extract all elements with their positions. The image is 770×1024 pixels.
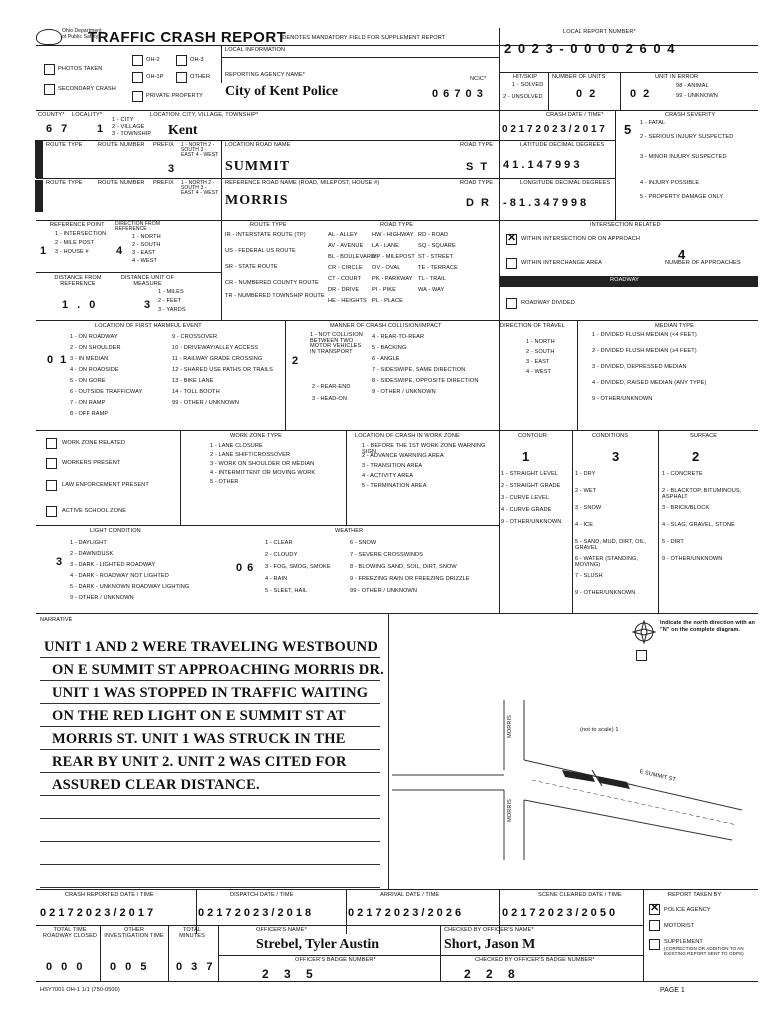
median-opt-1: 1 - DIVIDED FLUSH MEDIAN (<4 FEET)	[592, 332, 697, 338]
harmful-event-value: 0 1	[47, 354, 69, 366]
ncic-value: 0 6 7 0 3	[432, 88, 484, 100]
north-indicator-icon	[632, 620, 652, 640]
conditions-opt-6: 6 - WATER (STANDING, MOVING)	[575, 556, 639, 568]
loc-prefix-value: 3	[168, 163, 178, 175]
school-zone-label: ACTIVE SCHOOL ZONE	[62, 508, 127, 514]
manner-opt-b-1: 4 - REAR-TO-REAR	[372, 334, 425, 340]
route-type-ir: IR - INTERSTATE ROUTE (TP)	[225, 232, 306, 238]
narrative-line-6: REAR BY UNIT 2. UNIT 2 WAS CITED FOR	[52, 754, 347, 770]
location-side-tab	[35, 140, 43, 178]
conditions-opt-5: 5 - SAND, MUD, DIRT, OIL, GRAVEL	[575, 539, 647, 551]
weather-opt-b-1: 6 - SNOW	[350, 540, 377, 546]
wz-type-title: WORK ZONE TYPE	[230, 433, 282, 439]
weather-opt-a-1: 1 - CLEAR	[265, 540, 293, 546]
total-time-label: TOTAL TIME ROADWAY CLOSED	[42, 927, 98, 939]
photos-taken-checkbox[interactable]	[44, 64, 55, 75]
wz-type-opt-1: 1 - LANE CLOSURE	[210, 443, 263, 449]
crash-reported-value: 0 2 1 7 2 0 2 3 / 2 0 1 7	[40, 907, 154, 919]
conditions-value: 3	[612, 449, 623, 464]
manner-title: MANNER OF CRASH COLLISION/IMPACT	[330, 323, 442, 329]
law-enforcement-label: LAW ENFORCEMENT PRESENT	[62, 482, 149, 488]
officer-label: OFFICER'S NAME*	[256, 927, 307, 933]
direction-opt-1: 1 - NORTH	[132, 234, 161, 240]
ref-route-type-label: ROUTE TYPE	[46, 180, 83, 186]
num-units-label: NUMBER OF UNITS	[552, 74, 606, 80]
workers-present-label: WORKERS PRESENT	[62, 460, 121, 466]
narrative-line-7: ASSURED CLEAR DISTANCE.	[52, 777, 260, 793]
within-intersection-label: WITHIN INTERSECTION OR ON APPROACH	[521, 236, 641, 242]
intersection-title: INTERSECTION RELATED	[590, 222, 661, 228]
manner-opt-b-6: 9 - OTHER / UNKNOWN	[372, 389, 436, 395]
supplement-label: SUPPLEMENT	[664, 939, 703, 945]
ref-prefix-label: PREFIX	[153, 180, 174, 186]
road-type-c-6: WA - WAY	[418, 287, 445, 293]
loc-road-label: LOCATION ROAD NAME	[225, 142, 291, 148]
severity-opt-2: 2 - SERIOUS INJURY SUSPECTED	[640, 134, 734, 140]
loc-road-type-label: ROAD TYPE	[460, 142, 494, 148]
latitude-label: LATITUDE DECIMAL DEGREES	[520, 142, 605, 148]
checked-badge-value: 2 2 8	[464, 967, 521, 981]
narrative-line-5: MORRIS ST. UNIT 1 WAS STRUCK IN THE	[52, 731, 346, 747]
page-number: PAGE 1	[660, 987, 685, 994]
law-enforcement-checkbox[interactable]	[46, 480, 57, 491]
conditions-opt-1: 1 - DRY	[575, 471, 596, 477]
diagram-label-scale: (not to scale) 1	[580, 727, 619, 733]
road-type-c-5: TL - TRAIL	[418, 276, 447, 282]
locality-opt-2: 2 - VILLAGE	[112, 124, 145, 130]
dir-travel-opt-1: 1 - NORTH	[526, 339, 555, 345]
light-opt-5: 5 - DARK - UNKNOWN ROADWAY LIGHTING	[70, 584, 190, 590]
road-type-a-4: CR - CIRCLE	[328, 265, 363, 271]
manner-opt-b-3: 6 - ANGLE	[372, 356, 400, 362]
dir-travel-opt-4: 4 - WEST	[526, 369, 552, 375]
ref-road-label: REFERENCE ROAD NAME (ROAD, MILEPOST, HOUSE #)	[225, 180, 380, 186]
ref-road-value: MORRIS	[225, 193, 289, 208]
wz-type-opt-3: 3 - WORK ON SHOULDER OR MEDIAN	[210, 461, 315, 467]
light-opt-1: 1 - DAYLIGHT	[70, 540, 107, 546]
diagram-label-summit: E SUMMIT ST	[638, 769, 677, 784]
weather-opt-a-5: 5 - SLEET, HAIL	[265, 588, 308, 594]
road-type-c-4: TE - TERRACE	[418, 265, 458, 271]
route-type-cr: CR - NUMBERED COUNTY ROUTE	[225, 280, 319, 286]
within-interchange-checkbox[interactable]	[506, 258, 517, 269]
workers-present-checkbox[interactable]	[46, 458, 57, 469]
surface-opt-2: 2 - BLACKTOP, BITUMINOUS, ASPHALT	[662, 488, 742, 500]
num-approaches-value: 4	[678, 247, 689, 262]
wz-related-checkbox[interactable]	[46, 438, 57, 449]
num-approaches-label: NUMBER OF APPROACHES	[665, 260, 741, 266]
road-type-a-2: AV - AVENUE	[328, 243, 364, 249]
crash-diagram	[392, 690, 752, 880]
contour-value: 1	[522, 449, 533, 464]
harmful-event-opt-b-5: 13 - BIKE LANE	[172, 378, 214, 384]
contour-opt-4: 4 - CURVE GRADE	[501, 507, 552, 513]
weather-opt-a-4: 4 - RAIN	[265, 576, 288, 582]
light-opt-2: 2 - DAWN/DUSK	[70, 551, 114, 557]
private-property-label: PRIVATE PROPERTY	[146, 93, 203, 99]
reporting-agency-label: REPORTING AGENCY NAME*	[225, 72, 306, 78]
longitude-value: - 8 1 . 3 4 7 9 9 8	[503, 197, 587, 209]
contour-opt-3: 3 - CURVE LEVEL	[501, 495, 550, 501]
harmful-event-opt-a-8: 8 - OFF RAMP	[70, 411, 109, 417]
wz-loc-opt-5: 5 - TERMINATION AREA	[362, 483, 427, 489]
ref-point-opt-2: 2 - MILE POST	[55, 240, 95, 246]
locality-value: 1	[97, 123, 107, 135]
road-type-c-3: ST - STREET	[418, 254, 454, 260]
direction-label: DIRECTION FROM REFERENCE	[115, 221, 161, 232]
dir-travel-opt-3: 3 - EAST	[526, 359, 550, 365]
narrative-label: NARRATIVE	[40, 617, 73, 623]
hit-skip-solved: 1 - SOLVED	[512, 82, 544, 88]
manner-opt-b-5: 8 - SIDESWIPE, OPPOSITE DIRECTION	[372, 378, 479, 384]
surface-value: 2	[692, 449, 703, 464]
locality-label: LOCALITY*	[72, 112, 103, 118]
route-type-title: ROUTE TYPE	[250, 222, 287, 228]
oh3-checkbox[interactable]	[176, 55, 187, 66]
ref-point-opt-1: 1 - INTERSECTION	[55, 231, 107, 237]
crash-date-value: 0 2 1 7 2 0 2 3 / 2 0 1 7	[502, 124, 605, 135]
road-type-c-2: SQ - SQUARE	[418, 243, 456, 249]
road-type-b-7: PL - PLACE	[372, 298, 403, 304]
harmful-event-opt-a-1: 1 - ON ROADWAY	[70, 334, 118, 340]
light-opt-3: 3 - DARK - LIGHTED ROADWAY	[70, 562, 156, 568]
ref-point-opt-3: 3 - HOUSE #	[55, 249, 89, 255]
road-type-c-1: RD - ROAD	[418, 232, 449, 238]
ref-point-value: 1	[40, 245, 50, 257]
wz-type-opt-2: 2 - LANE SHIFT/CROSSOVER	[210, 452, 291, 458]
loc-road-value: SUMMIT	[225, 159, 291, 174]
num-units-value: 0 2	[576, 88, 598, 100]
dist-unit-value: 3	[144, 299, 154, 311]
crash-reported-label: CRASH REPORTED DATE / TIME	[65, 892, 154, 898]
road-type-title: ROAD TYPE	[380, 222, 414, 228]
road-type-a-5: CT - COURT	[328, 276, 362, 282]
route-type-label: ROUTE TYPE	[46, 142, 83, 148]
crash-severity-value: 5	[624, 122, 635, 137]
police-agency-label: POLICE AGENCY	[664, 907, 711, 913]
dir-travel-opt-2: 2 - SOUTH	[526, 349, 555, 355]
diagram-label-morris-s: MORRIS	[507, 799, 513, 822]
narrative-line-2: ON E SUMMIT ST APPROACHING MORRIS DR.	[52, 662, 384, 678]
checked-label: CHECKED BY OFFICER'S NAME*	[444, 927, 534, 933]
manner-opt-3: 3 - HEAD-ON	[312, 396, 347, 402]
direction-opt-2: 2 - SOUTH	[132, 242, 161, 248]
contour-opt-2: 2 - STRAIGHT GRADE	[501, 483, 561, 489]
county-label: COUNTY*	[38, 112, 65, 118]
light-title: LIGHT CONDITION	[90, 528, 141, 534]
wz-type-opt-5: 5 - OTHER	[210, 479, 239, 485]
within-interchange-label: WITHIN INTERCHANGE AREA	[521, 260, 602, 266]
supplement-note: (CORRECTION OR ADDITION TO AN EXISTING REPORT SENT TO ODPS)	[664, 946, 744, 956]
route-type-tr: TR - NUMBERED TOWNSHIP ROUTE	[225, 293, 325, 299]
road-type-a-3: BL - BOULEVARD	[328, 254, 376, 260]
location-name-label: LOCATION: CITY, VILLAGE, TOWNSHIP*	[150, 112, 259, 118]
diagram-label-morris-n: MORRIS	[507, 715, 513, 738]
narrative-line-3: UNIT 1 WAS STOPPED IN TRAFFIC WAITING	[52, 685, 369, 701]
median-opt-5: 9 - OTHER/UNKNOWN	[592, 396, 653, 402]
unit-in-error-label: UNIT IN ERROR	[655, 74, 699, 80]
road-type-a-6: DR - DRIVE	[328, 287, 360, 293]
harmful-event-opt-a-5: 5 - ON GORE	[70, 378, 106, 384]
within-intersection-check-icon: ✕	[507, 232, 517, 244]
badge-value: 2 3 5	[262, 967, 319, 981]
oh2-label: OH-2	[146, 57, 160, 63]
harmful-event-opt-a-3: 3 - IN MEDIAN	[70, 356, 109, 362]
county-value: 6 7	[46, 123, 71, 135]
total-min-value: 0 3 7	[176, 961, 216, 973]
oh3-label: OH-3	[190, 57, 204, 63]
roadway-title: ROADWAY	[610, 277, 639, 283]
direction-value: 4	[116, 245, 126, 257]
ref-road-type-value: D R	[466, 197, 491, 209]
conditions-opt-2: 2 - WET	[575, 488, 597, 494]
dir-travel-title: DIRECTION OF TRAVEL	[500, 323, 565, 329]
contour-opt-5: 9 - OTHER/UNKNOWN	[501, 519, 562, 525]
secondary-crash-checkbox[interactable]	[44, 84, 55, 95]
checked-badge-label: CHECKED BY OFFICER'S BADGE NUMBER*	[475, 957, 595, 963]
severity-opt-5: 5 - PROPERTY DAMAGE ONLY	[640, 194, 724, 200]
longitude-label: LONGITUDE DECIMAL DEGREES	[520, 180, 611, 186]
wz-related-label: WORK ZONE RELATED	[62, 440, 126, 446]
harmful-event-opt-b-7: 99 - OTHER / UNKNOWN	[172, 400, 239, 406]
road-type-b-2: LA - LANE	[372, 243, 400, 249]
median-title: MEDIAN TYPE	[655, 323, 694, 329]
weather-value: 0 6	[236, 562, 255, 574]
report-taken-label: REPORT TAKEN BY	[668, 892, 722, 898]
harmful-event-opt-a-6: 6 - OUTSIDE TRAFFICWAY	[70, 389, 143, 395]
dispatch-value: 0 2 1 7 2 0 2 3 / 2 0 1 8	[198, 907, 312, 919]
surface-title: SURFACE	[690, 433, 718, 439]
surface-opt-4: 4 - SLAG, GRAVEL, STONE	[662, 522, 735, 528]
dept-line2: of Public Safety	[62, 34, 99, 40]
local-info-label: LOCAL INFORMATION	[225, 47, 286, 53]
police-agency-check-icon: ✕	[650, 902, 660, 914]
local-report-label: LOCAL REPORT NUMBER*	[563, 29, 636, 35]
other-inv-value: 0 0 5	[110, 961, 150, 973]
reference-side-tab	[35, 180, 43, 212]
hit-skip-label: HIT/SKIP	[513, 74, 538, 80]
conditions-opt-7: 7 - SLUSH	[575, 573, 603, 579]
crash-date-label: CRASH DATE / TIME*	[546, 112, 604, 118]
harmful-event-opt-b-2: 10 - DRIVEWAY/ALLEY ACCESS	[172, 345, 259, 351]
ref-prefix-opts: 1 - NORTH 2 - SOUTH 3 - EAST 4 - WEST	[181, 180, 219, 196]
ref-road-type-label: ROAD TYPE	[460, 180, 494, 186]
surface-opt-3: 3 - BRICK/BLOCK	[662, 505, 710, 511]
dept-line1: Ohio Department	[62, 28, 102, 34]
distance-value: 1 . 0	[62, 299, 99, 311]
prefix-label: PREFIX	[153, 142, 174, 148]
distance-label: DISTANCE FROM REFERENCE	[54, 275, 102, 287]
harmful-event-opt-a-4: 4 - ON ROADSIDE	[70, 367, 119, 373]
weather-opt-a-3: 3 - FOG, SMOG, SMOKE	[265, 564, 331, 570]
loc-road-type-value: S T	[466, 161, 490, 173]
light-opt-4: 4 - DARK - ROADWAY NOT LIGHTED	[70, 573, 169, 579]
other-label: OTHER	[190, 74, 211, 80]
reporting-agency-value: City of Kent Police	[225, 84, 339, 99]
weather-opt-b-2: 7 - SEVERE CROSSWINDS	[350, 552, 423, 558]
supplement-checkbox[interactable]	[649, 939, 660, 950]
light-value: 3	[56, 556, 66, 568]
local-report-number: 2 0 2 3 - 0 0 0 0 2 6 0 4	[504, 41, 676, 56]
weather-opt-a-2: 2 - CLOUDY	[265, 552, 298, 558]
cleared-value: 0 2 1 7 2 0 2 3 / 2 0 5 0	[502, 907, 616, 919]
surface-opt-6: 9 - OTHER/UNKNOWN	[662, 556, 723, 562]
wz-loc-opt-1: 1 - BEFORE THE 1ST WORK ZONE WARNING SIGN	[362, 443, 486, 455]
route-number-label: ROUTE NUMBER	[98, 142, 145, 148]
form-id: HSY7001 OH-1 1/1 (750-0500)	[40, 987, 120, 993]
manner-opt-b-2: 5 - BACKING	[372, 345, 407, 351]
dist-unit-opt-1: 1 - MILES	[158, 289, 184, 295]
oh1p-checkbox[interactable]	[132, 72, 143, 83]
arrival-value: 0 2 1 7 2 0 2 3 / 2 0 2 6	[348, 907, 462, 919]
location-name-value: Kent	[168, 123, 198, 138]
narrative-line-1: UNIT 1 AND 2 WERE TRAVELING WESTBOUND	[44, 639, 379, 655]
manner-value: 2	[292, 355, 302, 367]
direction-opt-4: 4 - WEST	[132, 258, 158, 264]
harmful-event-opt-b-4: 12 - SHARED USE PATHS OR TRAILS	[172, 367, 274, 373]
unit-in-error-value: 0 2	[630, 88, 652, 100]
motorist-label: MOTORIST	[664, 923, 695, 929]
conditions-title: CONDITIONS	[592, 433, 629, 439]
odps-logo	[36, 29, 62, 45]
direction-opt-3: 3 - EAST	[132, 250, 156, 256]
school-zone-checkbox[interactable]	[46, 506, 57, 517]
conditions-opt-4: 4 - ICE	[575, 522, 594, 528]
conditions-opt-3: 3 - SNOW	[575, 505, 602, 511]
route-type-us: US - FEDERAL US ROUTE	[225, 248, 296, 254]
oh2-checkbox[interactable]	[132, 55, 143, 66]
wz-loc-opt-2: 2 - ADVANCE WARNING AREA	[362, 453, 444, 459]
contour-title: CONTOUR	[518, 433, 547, 439]
wz-loc-opt-4: 4 - ACTIVITY AREA	[362, 473, 414, 479]
mandatory-note: *DENOTES MANDATORY FIELD FOR SUPPLEMENT REPORT	[280, 35, 446, 41]
weather-title: WEATHER	[335, 528, 364, 534]
severity-opt-1: 1 - FATAL	[640, 120, 666, 126]
wz-loc-opt-3: 3 - TRANSITION AREA	[362, 463, 423, 469]
median-opt-4: 4 - DIVIDED, RAISED MEDIAN (ANY TYPE)	[592, 380, 707, 386]
weather-opt-b-4: 9 - FREEZING RAIN OR FREEZING DRIZZLE	[350, 576, 470, 582]
weather-opt-b-3: 8 - BLOWING SAND, SOIL, DIRT, SNOW	[350, 564, 457, 570]
contour-opt-1: 1 - STRAIGHT LEVEL	[501, 471, 559, 477]
hit-skip-unsolved: 2 - UNSOLVED	[503, 94, 543, 100]
narrative-line-4: ON THE RED LIGHT ON E SUMMIT ST AT	[52, 708, 346, 724]
locality-opt-3: 3 - TOWNSHIP	[112, 131, 152, 137]
latitude-value: 4 1 . 1 4 7 9 9 3	[503, 159, 580, 171]
roadway-divided-label: ROADWAY DIVIDED	[521, 300, 575, 306]
total-time-value: 0 0 0	[46, 961, 86, 973]
total-min-label: TOTAL MINUTES	[179, 927, 205, 939]
wz-type-opt-4: 4 - INTERMITTENT OR MOVING WORK	[210, 470, 316, 476]
uie-98: 98 - ANIMAL	[676, 83, 709, 89]
other-inv-label: OTHER INVESTIGATION TIME	[104, 927, 164, 939]
harmful-event-opt-b-3: 11 - RAILWAY GRADE CROSSING	[172, 356, 263, 362]
badge-label: OFFICER'S BADGE NUMBER*	[295, 957, 376, 963]
severity-opt-4: 4 - INJURY POSSIBLE	[640, 180, 700, 186]
surface-opt-1: 1 - CONCRETE	[662, 471, 703, 477]
dispatch-label: DISPATCH DATE / TIME	[230, 892, 294, 898]
median-opt-2: 2 - DIVIDED FLUSH MEDIAN (≥4 FEET)	[592, 348, 697, 354]
north-checkbox[interactable]	[636, 650, 647, 661]
weather-opt-b-5: 99 - OTHER / UNKNOWN	[350, 588, 417, 594]
road-type-b-5: PK - PARKWAY	[372, 276, 413, 282]
locality-opt-1: 1 - CITY	[112, 117, 134, 123]
harmful-event-title: LOCATION OF FIRST HARMFUL EVENT	[95, 323, 202, 329]
north-note: Indicate the north direction with an "N" on the complete diagram.	[660, 620, 755, 634]
ncic-label: NCIC*	[470, 76, 487, 82]
road-type-b-4: OV - OVAL	[372, 265, 401, 271]
harmful-event-opt-b-6: 14 - TOLL BOOTH	[172, 389, 220, 395]
road-type-a-7: HE - HEIGHTS	[328, 298, 367, 304]
road-type-a-1: AL - ALLEY	[328, 232, 358, 238]
report-title: TRAFFIC CRASH REPORT	[88, 29, 287, 46]
oh1p-label: OH-1P	[146, 74, 164, 80]
dist-unit-label: DISTANCE UNIT OF MEASURE	[120, 275, 175, 287]
secondary-crash-label: SECONDARY CRASH	[58, 86, 116, 92]
checked-value: Short, Jason M	[444, 937, 536, 952]
photos-taken-label: PHOTOS TAKEN	[58, 66, 103, 72]
road-type-b-6: PI - PIKE	[372, 287, 396, 293]
road-type-b-1: HW - HIGHWAY	[372, 232, 414, 238]
dist-unit-opt-2: 2 - FEET	[158, 298, 182, 304]
officer-value: Strebel, Tyler Austin	[256, 937, 380, 952]
severity-opt-3: 3 - MINOR INJURY SUSPECTED	[640, 154, 727, 160]
manner-opt-b-4: 7 - SIDESWIPE, SAME DIRECTION	[372, 367, 466, 373]
other-checkbox[interactable]	[176, 72, 187, 83]
crash-severity-label: CRASH SEVERITY	[665, 112, 716, 118]
roadway-divided-checkbox[interactable]	[506, 298, 517, 309]
motorist-checkbox[interactable]	[649, 920, 660, 931]
arrival-label: ARRIVAL DATE / TIME	[380, 892, 440, 898]
ref-point-label: REFERENCE POINT	[50, 222, 105, 228]
harmful-event-opt-b-1: 9 - CROSSOVER	[172, 334, 218, 340]
harmful-event-opt-a-2: 2 - ON SHOULDER	[70, 345, 121, 351]
light-opt-6: 9 - OTHER / UNKNOWN	[70, 595, 134, 601]
cleared-label: SCENE CLEARED DATE / TIME	[538, 892, 622, 898]
road-type-b-3: MP - MILEPOST	[372, 254, 415, 260]
dist-unit-opt-3: 3 - YARDS	[158, 307, 186, 313]
manner-opt-1: 1 - NOT COLLISION BETWEEN TWO MOTOR VEHICLES IN TRANSPORT	[310, 332, 363, 355]
uie-99: 99 - UNKNOWN	[676, 93, 718, 99]
route-type-sr: SR - STATE ROUTE	[225, 264, 278, 270]
prefix-opts: 1 - NORTH 2 - SOUTH 3 - EAST 4 - WEST	[181, 142, 219, 158]
surface-opt-5: 5 - DIRT	[662, 539, 684, 545]
median-opt-3: 3 - DIVIDED, DEPRESSED MEDIAN	[592, 364, 687, 370]
harmful-event-opt-a-7: 7 - ON RAMP	[70, 400, 106, 406]
wz-loc-title: LOCATION OF CRASH IN WORK ZONE	[355, 433, 460, 439]
conditions-opt-8: 9 - OTHER/UNKNOWN	[575, 590, 636, 596]
private-property-checkbox[interactable]	[132, 91, 143, 102]
manner-opt-2: 2 - REAR-END	[312, 384, 351, 390]
ref-route-number-label: ROUTE NUMBER	[98, 180, 145, 186]
